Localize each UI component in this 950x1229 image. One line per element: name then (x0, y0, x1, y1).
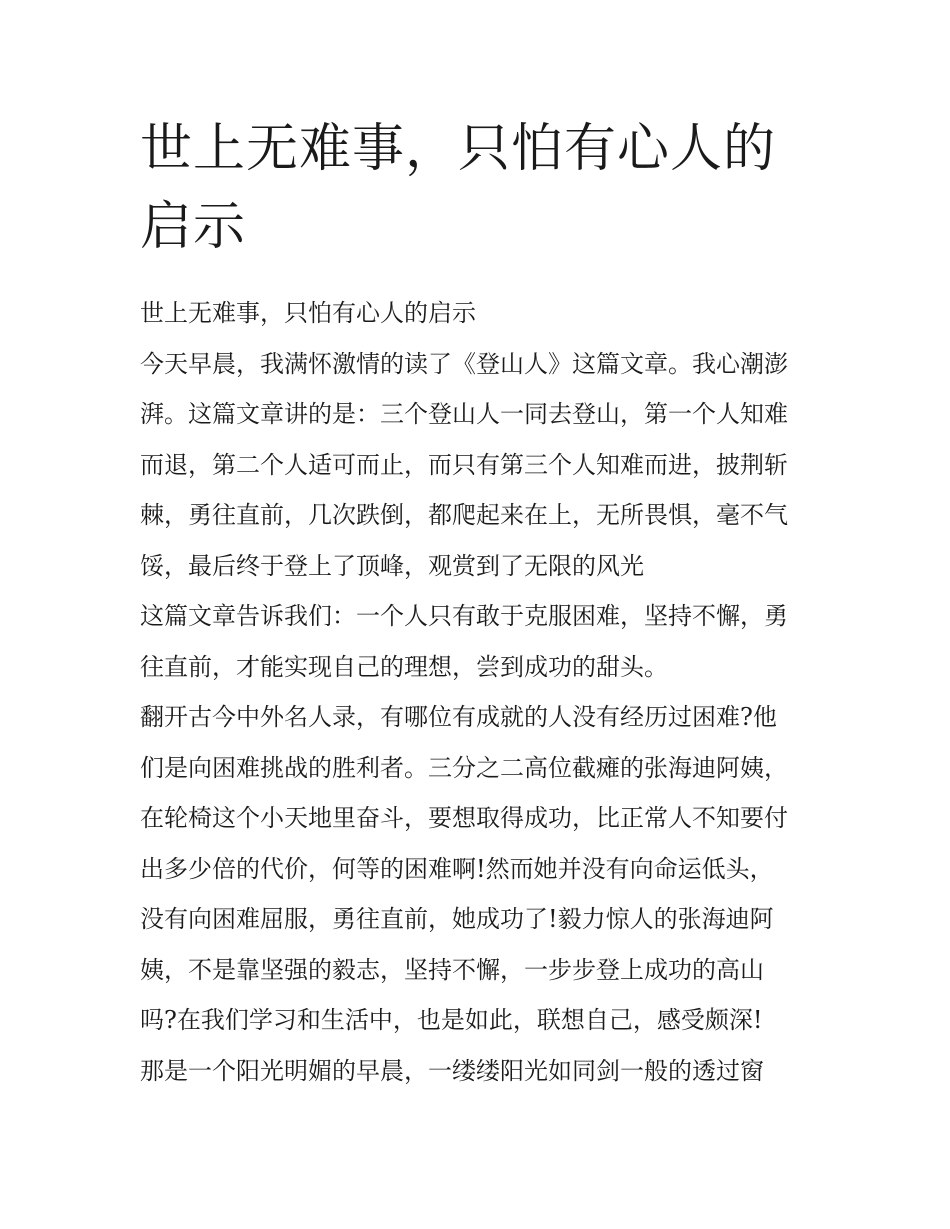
document-page (140, 110, 820, 1096)
body-line: 出多少倍的代价，何等的困难啊!然而她并没有向命运低头， (140, 854, 774, 883)
body-line: 姨，不是靠坚强的毅志，坚持不懈，一步步登上成功的高山 (140, 955, 764, 984)
body-line: 而退，第二个人适可而止，而只有第三个人知难而进，披荆斩 (140, 450, 788, 479)
body-line: 往直前，才能实现自己的理想，尝到成功的甜头。 (140, 652, 668, 681)
document-body (140, 288, 820, 1096)
body-line: 今天早晨，我满怀激情的读了《登山人》这篇文章。我心潮澎 (140, 349, 788, 378)
body-line: 那是一个阳光明媚的早晨，一缕缕阳光如同剑一般的透过窗 (140, 1056, 764, 1085)
body-line: 这篇文章告诉我们：一个人只有敢于克服困难，坚持不懈，勇 (140, 602, 788, 630)
body-line: 翻开古今中外名人录，有哪位有成就的人没有经历过困难?他 (140, 703, 777, 731)
body-line: 棘，勇往直前，几次跌倒，都爬起来在上，无所畏惧，毫不气 (140, 501, 788, 529)
document-title: 世上无难事，只怕有心人的启示 (140, 119, 777, 257)
body-line: 们是向困难挑战的胜利者。三分之二高位截瘫的张海迪阿姨， (140, 753, 788, 782)
body-line: 世上无难事，只怕有心人的启示 (140, 299, 476, 327)
body-line: 馁，最后终于登上了顶峰，观赏到了无限的风光 (140, 551, 644, 580)
body-line: 湃。这篇文章讲的是：三个登山人一同去登山，第一个人知难 (140, 400, 788, 428)
body-line: 在轮椅这个小天地里奋斗，要想取得成功，比正常人不知要付 (140, 804, 788, 832)
body-line: 吗?在我们学习和生活中，也是如此，联想自己，感受颇深! (140, 1006, 763, 1034)
body-line: 没有向困难屈服，勇往直前，她成功了!毅力惊人的张海迪阿 (140, 905, 774, 933)
